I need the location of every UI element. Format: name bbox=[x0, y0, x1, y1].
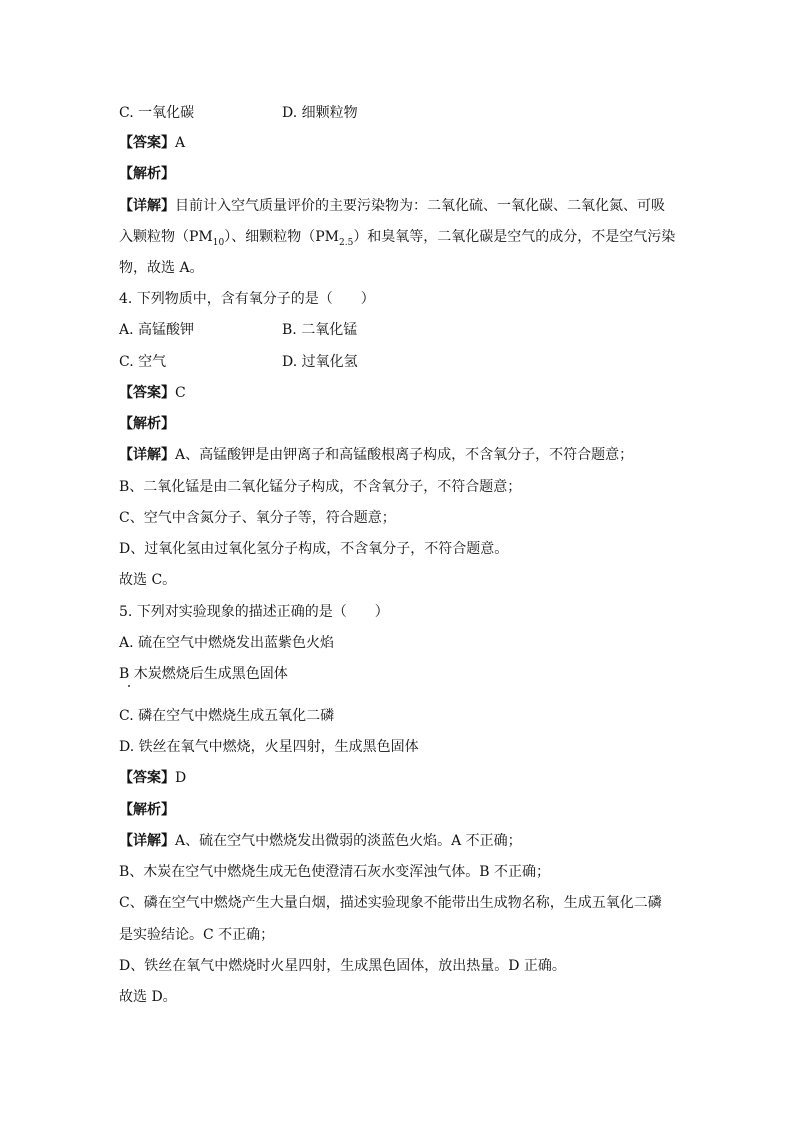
detail-label: 【详解】 bbox=[119, 198, 175, 214]
q4-stem: 4. 下列物质中，含有氧分子的是（ ） bbox=[119, 291, 375, 307]
q4-detail-line-4: D、过氧化氢由过氧化氢分子构成，不含氧分子，不符合题意。 bbox=[119, 541, 509, 557]
subscript: 10 bbox=[212, 237, 225, 248]
q4-detail-line-2: B、二氧化锰是由二氧化锰分子构成，不含氧分子，不符合题意； bbox=[119, 479, 522, 495]
q4-detail-line-3: C、空气中含氮分子、氧分子等，符合题意； bbox=[119, 510, 396, 526]
q4-option-a: A. 高锰酸钾 bbox=[119, 322, 195, 338]
q5-detail-line-1 bbox=[119, 832, 522, 850]
q4-conclusion: 故选 C。 bbox=[119, 572, 177, 588]
answer-value: C bbox=[175, 385, 186, 401]
q3-detail-line-3: 物，故选 A。 bbox=[119, 260, 204, 276]
q5-option-a: A. 硫在空气中燃烧发出蓝紫色火焰 bbox=[119, 635, 335, 651]
q5-detail-line-4: 是实验结论。C 不正确； bbox=[119, 927, 275, 943]
q3-analysis-label: 【解析】 bbox=[119, 166, 175, 182]
detail-text: 目前计入空气质量评价的主要污染物为：二氧化硫、一氧化碳、二氧化氮、可吸 bbox=[175, 198, 665, 214]
q5-analysis-label: 【解析】 bbox=[119, 802, 175, 818]
q3-answer bbox=[119, 134, 185, 152]
detail-label: 【详解】 bbox=[119, 447, 175, 463]
q4-option-b: B. 二氧化锰 bbox=[282, 322, 358, 338]
q5-detail-line-2: B、木炭在空气中燃烧生成无色使澄清石灰水变浑浊气体。B 不正确； bbox=[119, 864, 551, 880]
detail-text: 入颗粒物（PM bbox=[119, 229, 213, 245]
q5-detail-line-3: C、磷在空气中燃烧产生大量白烟，描述实验现象不能带出生成物名称，生成五氧化二磷 bbox=[119, 895, 662, 911]
q5-conclusion: 故选 D。 bbox=[119, 989, 177, 1005]
q4-analysis-label: 【解析】 bbox=[119, 416, 175, 432]
detail-text: ）、细颗粒物（PM bbox=[224, 229, 339, 245]
q4-options-ab bbox=[119, 321, 358, 339]
q5-option-d: D. 铁丝在氧气中燃烧，火星四射，生成黑色固体 bbox=[119, 739, 419, 755]
answer-label: 【答案】 bbox=[119, 135, 175, 151]
q5-option-c: C. 磷在空气中燃烧生成五氧化二磷 bbox=[119, 708, 335, 724]
answer-label: 【答案】 bbox=[119, 770, 175, 786]
q3-detail-line-1 bbox=[119, 197, 665, 215]
detail-text: A、硫在空气中燃烧发出微弱的淡蓝色火焰。A 不正确； bbox=[175, 833, 522, 849]
q4-options-cd bbox=[119, 353, 358, 371]
q3-option-c: C. 一氧化碳 bbox=[119, 105, 195, 121]
detail-text: A、高锰酸钾是由钾离子和高锰酸根离子构成，不含氧分子，不符合题意； bbox=[175, 447, 634, 463]
detail-text: ）和臭氧等，二氧化碳是空气的成分，不是空气污染 bbox=[353, 229, 676, 245]
q4-detail-line-1 bbox=[119, 446, 633, 464]
q5-stem: 5. 下列对实验现象的描述正确的是（ ） bbox=[119, 604, 389, 620]
answer-value: D bbox=[175, 770, 187, 786]
q4-option-c: C. 空气 bbox=[119, 354, 167, 370]
detail-label: 【详解】 bbox=[119, 833, 175, 849]
stray-dot bbox=[128, 685, 130, 687]
q5-option-b: B 木炭燃烧后生成黑色固体 bbox=[119, 666, 288, 682]
q5-answer bbox=[119, 769, 186, 787]
subscript: 2.5 bbox=[338, 237, 354, 248]
q4-answer bbox=[119, 384, 186, 402]
answer-value: A bbox=[175, 135, 186, 151]
q3-detail-line-2 bbox=[119, 228, 675, 246]
q3-option-d: D. 细颗粒物 bbox=[282, 105, 358, 121]
q4-option-d: D. 过氧化氢 bbox=[282, 354, 358, 370]
q3-options-cd bbox=[119, 104, 358, 122]
q5-detail-line-5: D、铁丝在氧气中燃烧时火星四射，生成黑色固体，放出热量。D 正确。 bbox=[119, 958, 566, 974]
answer-label: 【答案】 bbox=[119, 385, 175, 401]
